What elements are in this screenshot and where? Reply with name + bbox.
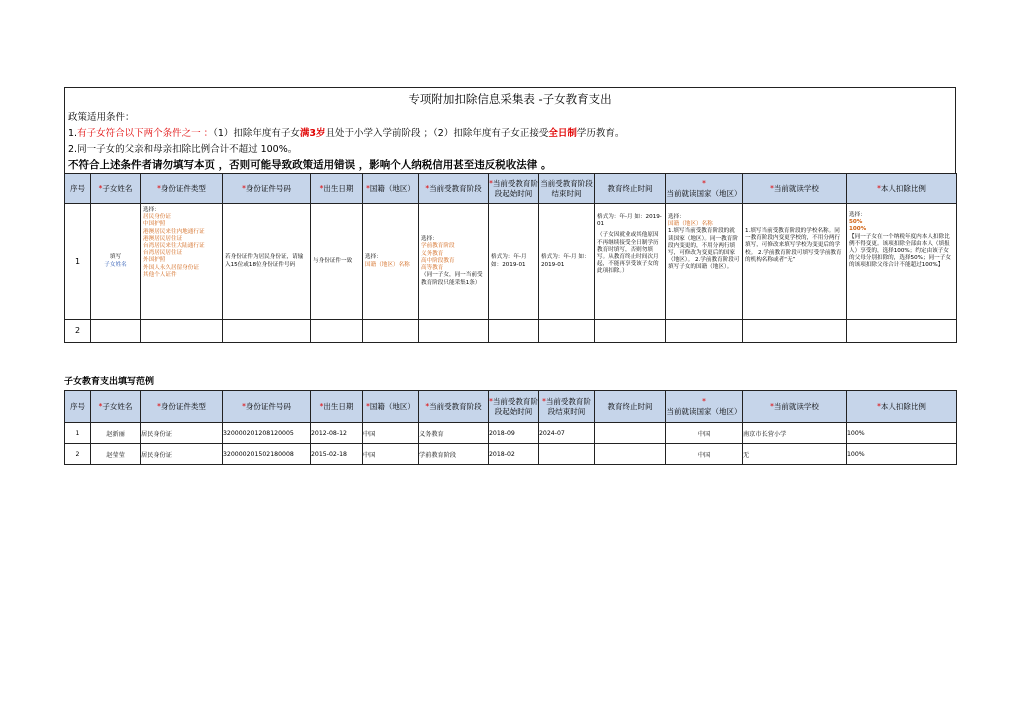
option-item: 外国护照 [143,257,166,264]
example-row [65,423,957,444]
ratio-cell[interactable] [847,320,957,343]
end-time-cell[interactable]: 格式为：年-月 如：2019-01 [539,204,595,320]
header-id-type: *身份证件类型 [141,391,223,423]
header-ratio: *本人扣除比例 [847,391,957,423]
example-country-cell: 中国 [666,444,743,465]
example-nation-cell: 中国 [363,423,419,444]
header-term: 教育终止时间 [595,174,666,204]
example-birth-cell: 2015-02-18 [311,444,363,465]
school-cell[interactable] [743,320,847,343]
start-time-cell[interactable] [489,320,539,343]
header-id-no: *身份证件号码 [223,391,311,423]
policy-condition-2: 2.同一子女的父亲和母亲扣除比例合计不超过 100%。 [68,144,298,155]
example-school-cell: 无 [743,444,847,465]
option-item: 学前教育阶段 [421,243,455,250]
id-type-cell[interactable] [141,320,223,343]
example-seq-cell: 1 [65,423,91,444]
header-end: *当前受教育阶段结束时间 [539,391,595,423]
nation-cell[interactable]: 选择： 国籍（地区）名称 [363,204,419,320]
ratio-cell[interactable]: 选择： 50% 100% 【同一子女在一个纳税年度内本人扣除比例不得变更。该项扣除全部由本人（填报人）享受的，选择100%；约定由该子女的父母分别扣除的，选择50%；同一子女的该项扣除父母合计不能超过100%】 [847,204,957,320]
example-stage-cell: 学前教育阶段 [419,444,489,465]
example-id-no-cell: 320000201208120005 [223,423,311,444]
example-end-cell [539,444,595,465]
example-id-type-cell: 居民身份证 [141,423,223,444]
start-time-cell[interactable]: 格式为：年-月 如：2019-01 [489,204,539,320]
birth-date-cell[interactable]: 与身份证件一致 [311,204,363,320]
header-seq: 序号 [65,391,91,423]
header-name: *子女姓名 [91,391,141,423]
option-item: 外国人永久居留身份证 [143,264,199,271]
term-time-cell[interactable]: 格式为：年-月 如：2019-01 （子女因就业或其他原因不再继续接受全日制学历教育时填写，否则勿填写。从教育终止时间次月起，不能再享受该子女的此项扣除。） [595,204,666,320]
example-birth-cell: 2012-08-12 [311,423,363,444]
example-stage-cell: 义务教育 [419,423,489,444]
example-school-cell: 南京市长营小学 [743,423,847,444]
example-row [65,444,957,465]
header-end: 当前受教育阶段结束时间 [539,174,595,204]
header-nation: *国籍（地区） [363,174,419,204]
header-birth: *出生日期 [311,391,363,423]
example-ratio-cell: 100% [847,444,957,465]
example-country-cell: 中国 [666,423,743,444]
header-school: *当前就读学校 [743,391,847,423]
example-nation-cell: 中国 [363,444,419,465]
example-title: 子女教育支出填写范例 [64,377,155,387]
policy-condition-1: 1.有子女符合以下两个条件之一 ：（1）扣除年度有子女满3岁且处于小学入学前阶段 ；（2）扣除年度有子女正接受全日制学历教育。 [68,128,625,139]
stage-cell[interactable] [419,320,489,343]
header-start: *当前受教育阶段起始时间 [489,391,539,423]
row-seq: 2 [65,320,91,343]
header-school: *当前就读学校 [743,174,847,204]
row-seq: 1 [65,204,91,320]
name-cell[interactable]: 填写 子女姓名 [91,204,141,320]
option-item: 台湾居民居住证 [143,250,183,257]
table-row [65,204,957,320]
example-ratio-cell: 100% [847,423,957,444]
header-ratio: *本人扣除比例 [847,174,957,204]
example-term-cell [595,444,666,465]
header-id-type: *身份证件类型 [141,174,223,204]
option-item: 义务教育 [421,250,444,257]
term-time-cell[interactable] [595,320,666,343]
header-nation: *国籍（地区） [363,391,419,423]
option-item: 港澳居民来往内地通行证 [143,228,205,235]
example-name-cell: 赵莹莹 [91,444,141,465]
example-start-cell: 2018-09 [489,423,539,444]
header-term: 教育终止时间 [595,391,666,423]
header-country: *当前就读国家（地区） [666,391,743,423]
id-type-options [143,214,220,279]
id-number-cell[interactable]: 若身份证件为居民身份证，请输入15位或18位身份证件号码 [223,204,311,320]
name-cell[interactable] [91,320,141,343]
header-start: *当前受教育阶段起始时间 [489,174,539,204]
input-table [64,173,957,343]
example-start-cell: 2018-02 [489,444,539,465]
header-seq: 序号 [65,174,91,204]
birth-date-cell[interactable] [311,320,363,343]
header-name: *子女姓名 [91,174,141,204]
form-title: 专项附加扣除信息采集表 -子女教育支出 [64,87,956,109]
example-id-type-cell: 居民身份证 [141,444,223,465]
header-country: *当前就读国家（地区） [666,174,743,204]
header-stage: *当前受教育阶段 [419,391,489,423]
example-term-cell [595,423,666,444]
stage-options [421,243,486,272]
example-name-cell: 赵新丽 [91,423,141,444]
id-number-cell[interactable] [223,320,311,343]
example-table [64,390,957,465]
policy-section [64,108,956,173]
option-item: 台湾居民来往大陆通行证 [143,243,205,250]
end-time-cell[interactable] [539,320,595,343]
option-item: 高等教育 [421,265,444,272]
option-item: 中国护照 [143,221,166,228]
example-end-cell: 2024-07 [539,423,595,444]
id-type-cell[interactable]: 选择： 居民身份证 中国护照 港澳居民来往内地通行证 港澳居民居住证 台湾居民来往大陆通行证 台湾居民居住证 外国护照 外国人永久居留身份证 其他个人证件 [141,204,223,320]
header-id-no: *身份证件号码 [223,174,311,204]
country-cell[interactable] [666,320,743,343]
example-id-no-cell: 320000201502180008 [223,444,311,465]
policy-heading: 政策适用条件： [68,112,135,123]
option-item: 港澳居民居住证 [143,235,183,242]
country-cell[interactable]: 选择： 国籍（地区）名称 1.填写当前受教育阶段的就读国家（地区）。同一教育阶段内变更的，不用分两行填写，可修改为变更后的国家（地区）。 2.学前教育阶段可填写子女的国籍（地区）。 [666,204,743,320]
option-item: 居民身份证 [143,214,171,221]
table-row [65,320,957,343]
header-birth: *出生日期 [311,174,363,204]
policy-warning: 不符合上述条件者请勿填写本页 ，否则可能导致政策适用错误 ，影响个人纳税信用甚至违反税收法律 。 [68,159,552,171]
option-item: 高中阶段教育 [421,257,455,264]
example-seq-cell: 2 [65,444,91,465]
nation-cell[interactable] [363,320,419,343]
option-item: 其他个人证件 [143,271,177,278]
stage-cell[interactable]: 选择： 学前教育阶段 义务教育 高中阶段教育 高等教育 （同一子女，同一当前受教育阶段只能采集1条） [419,204,489,320]
school-cell[interactable]: 1.填写当前受教育阶段的学校名称。同一教育阶段内变更学校的，不用分两行填写，可修改来填写学校为变更后的学校。 2.学前教育阶段可填写受学前教育的机构名称或者“无” [743,204,847,320]
header-stage: *当前受教育阶段 [419,174,489,204]
